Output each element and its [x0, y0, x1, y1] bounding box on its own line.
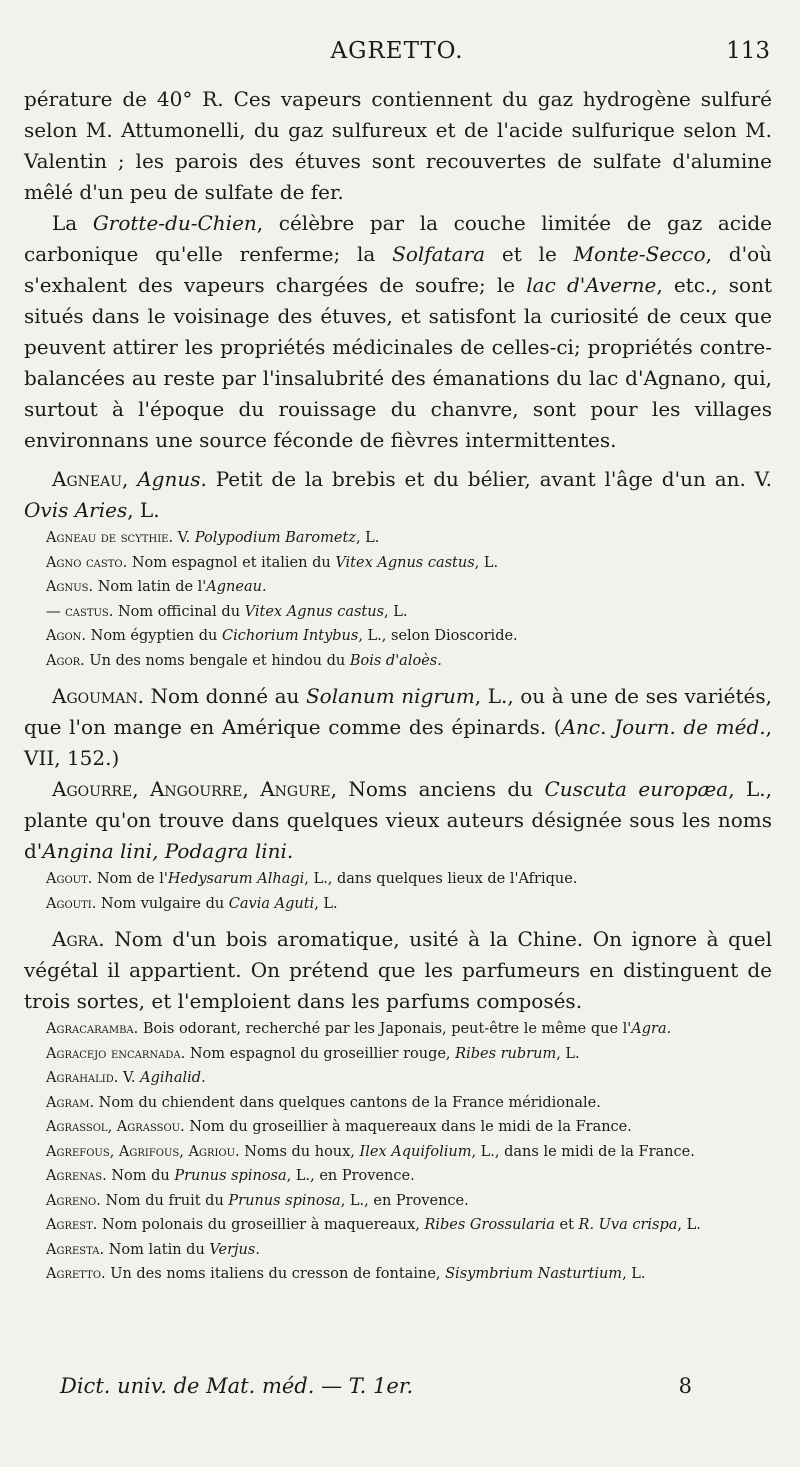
text: et le — [485, 242, 574, 266]
text: et — [554, 1217, 579, 1233]
latin-name: R. Uva crispa — [578, 1217, 678, 1233]
text: Petit de la brebis et du bélier, avant l'âge d'un an. V. — [206, 467, 772, 491]
entry-agrenas — [24, 1164, 772, 1189]
entry-headword: Agourre, Angourre, Angure, — [52, 777, 337, 801]
text: Nom égyptien du — [86, 628, 222, 644]
text: Un des noms italiens du cresson de fontaine, — [105, 1266, 446, 1282]
text: , L., selon Dioscoride. — [358, 628, 518, 644]
page-footer — [60, 1374, 740, 1414]
entry-agrassol — [24, 1115, 772, 1140]
entry-agresta — [24, 1238, 772, 1263]
latin-name: Agneau. — [206, 579, 267, 595]
text: Nom du chiendent dans quelques cantons de la France méridionale. — [94, 1094, 601, 1111]
entry-agor — [24, 649, 772, 674]
entry-headword: Agretto. — [46, 1266, 106, 1282]
entry-agon — [24, 624, 772, 649]
latin-name: Verjus. — [209, 1241, 260, 1258]
text: Nom du groseillier à maquereaux dans le midi de la France. — [184, 1119, 632, 1135]
entry-headword: Agor. — [46, 652, 85, 669]
text: , L., dans quelques lieux de l'Afrique. — [304, 871, 578, 887]
text: , célèbre par la couche limitée de gaz acide carbonique qu'elle renferme; la — [24, 211, 773, 266]
text: Nom latin de l' — [93, 579, 207, 595]
text: , L. — [127, 498, 160, 522]
entry-agrefous — [24, 1140, 772, 1165]
ditto-dash: — — [46, 603, 61, 620]
latin-name: Ribes Grossularia — [424, 1217, 555, 1233]
page-body — [24, 84, 772, 1287]
text: , VII, 152.) — [24, 715, 773, 770]
page-header — [24, 38, 770, 78]
latin-name: Cuscuta europæa — [544, 777, 729, 801]
entry-agouman — [24, 681, 772, 774]
entry-agracaramba — [24, 1017, 772, 1042]
text: , d'où s'exhalent des vapeurs chargées de soufre; le — [24, 242, 772, 297]
entry-agracejo-encarnada — [24, 1042, 772, 1067]
entry-headword: Agrefous, Agrifous, Agriou. — [46, 1143, 240, 1160]
entry-agrest — [24, 1213, 772, 1238]
entry-agneau-de-scythie — [24, 526, 772, 551]
entry-headword: Agrest. — [46, 1217, 98, 1233]
place-name: Monte-Secco — [573, 242, 706, 266]
entry-headword: Agout. — [46, 871, 93, 887]
entry-agnus — [24, 575, 772, 600]
entry-headword: Agouman. — [52, 684, 144, 708]
text: Un des noms bengale et hindou du — [84, 652, 350, 669]
text: V. — [118, 1070, 141, 1086]
text: , L. — [556, 1045, 580, 1062]
entry-agourre — [24, 774, 772, 867]
latin-name: Bois d'aloès. — [349, 652, 442, 669]
text: , L., dans le midi de la France. — [471, 1143, 695, 1160]
text: , L. — [474, 554, 499, 571]
text: , L. — [384, 603, 408, 620]
text: Nom polonais du groseillier à maquereaux, — [97, 1217, 425, 1233]
latin-name: Angina lini, Podagra lini. — [42, 839, 294, 863]
entry-castus — [24, 600, 772, 625]
text: , L., en Provence. — [286, 1168, 415, 1184]
entry-headword: Agresta. — [46, 1241, 105, 1258]
latin-name: Ilex Aquifolium — [359, 1143, 472, 1160]
place-name: Grotte-du-Chien — [92, 211, 257, 235]
text — [128, 467, 137, 491]
text: Noms anciens du — [337, 777, 545, 801]
entry-headword: Agneau, — [52, 467, 129, 491]
entry-headword: Agrahalid. — [46, 1070, 119, 1086]
text: , L. — [677, 1217, 701, 1233]
text: , L., en Provence. — [340, 1192, 469, 1209]
printer-signature: Dict. univ. de Mat. méd. — T. 1er. — [60, 1374, 414, 1398]
entry-agno-casto — [24, 551, 772, 576]
text: , etc., sont situés dans le voisinage des étuves, et satisfont la curiosité de ceux que peuvent attirer les propriétés médicinales de celles-ci; propriétés contre-balancées au reste par l'insalubrité des émanations du lac d'Agnano, qui, surtout à l'époque du rouissage du chanvre, sont pour les villages environnans une source féconde de fièvres intermittentes. — [24, 273, 772, 452]
text: Nom de l' — [92, 871, 168, 887]
text: V. — [173, 530, 195, 546]
entry-headword: Agra. — [52, 927, 105, 951]
entry-headword: Agracaramba. — [46, 1021, 139, 1037]
latin-name: Ovis Aries — [24, 498, 128, 522]
latin-name: Hedysarum Alhagi — [167, 871, 305, 887]
latin-name: Agra. — [631, 1021, 672, 1037]
text: Nom vulgaire du — [96, 895, 229, 912]
entry-headword: Agrenas. — [46, 1168, 107, 1184]
text: , L. — [622, 1266, 646, 1282]
text: Nom latin du — [104, 1241, 210, 1258]
text: Nom officinal du — [113, 603, 245, 620]
entry-agneau — [24, 464, 772, 526]
latin-name: Prunus spinosa — [228, 1192, 341, 1209]
text: , L., ou à une de ses variétés, que l'on mange en Amérique comme des épinards. ( — [24, 684, 773, 739]
citation: Anc. Journ. de méd. — [561, 715, 766, 739]
latin-name: Prunus spinosa — [174, 1168, 287, 1184]
text: Noms du houx, — [239, 1143, 360, 1160]
entry-headword: Agon. — [46, 628, 87, 644]
latin-name: Cavia Aguti — [228, 895, 315, 912]
latin-name: Vitex Agnus castus — [335, 554, 475, 571]
entry-headword: Agreno. — [46, 1192, 101, 1209]
latin-name: Vitex Agnus castus — [244, 603, 385, 620]
entry-agreno — [24, 1189, 772, 1214]
latin-name: Solanum nigrum — [305, 684, 475, 708]
entry-agout — [24, 867, 772, 892]
paragraph-grotte-du-chien — [24, 208, 772, 456]
latin-name: Sisymbrium Nasturtium — [445, 1266, 623, 1282]
page-number: 113 — [726, 38, 770, 64]
entry-agrahalid — [24, 1066, 772, 1091]
entry-agretto — [24, 1262, 772, 1287]
entry-headword: Agouti. — [46, 895, 97, 912]
text: Nom d'un bois aromatique, usité à la Chine. On ignore à quel végétal il appartient. On prétend que les parfumeurs en distinguent de trois sortes, et l'emploient dans les parfums composés. — [24, 927, 772, 1013]
signature-mark: 8 — [678, 1374, 692, 1398]
text: Nom espagnol du groseillier rouge, — [185, 1045, 456, 1062]
latin-name: Cichorium Intybus — [221, 628, 359, 644]
latin-name: Polypodium Barometz — [194, 530, 356, 546]
latin-name: Agihalid. — [140, 1070, 206, 1086]
paragraph-etuves: pérature de 40° R. Ces vapeurs contiennent du gaz hydrogène sulfuré selon M. Attumonelli, du gaz sulfureux et de l'acide sulfurique selon M. Valentin ; les parois des étuves sont recouvertes de sulfate d'alumine mêlé d'un peu de sulfate de fer. — [24, 87, 772, 204]
text: , L. — [314, 895, 338, 912]
entry-agouti — [24, 892, 772, 917]
text: Bois odorant, recherché par les Japonais, peut-être le même que l' — [138, 1021, 632, 1037]
entry-headword: castus. — [65, 603, 114, 620]
latin-name: Ribes rubrum — [455, 1045, 557, 1062]
text: , L., plante qu'on trouve dans quelques vieux auteurs désignée sous les noms d' — [24, 777, 772, 863]
text: , L. — [355, 530, 380, 546]
entry-headword: Agnus. — [46, 579, 94, 595]
running-title: AGRETTO. — [330, 38, 464, 64]
entry-headword: Agracejo encarnada. — [46, 1045, 186, 1062]
text: Nom du — [106, 1168, 175, 1184]
entry-headword: Agneau de scythie. — [46, 530, 174, 546]
text: Nom espagnol et italien du — [127, 554, 336, 571]
entry-headword: Agno casto. — [46, 554, 128, 571]
text: La — [52, 211, 93, 235]
latin-name: Agnus. — [137, 467, 207, 491]
place-name: Solfatara — [392, 242, 486, 266]
text: Nom du fruit du — [100, 1192, 229, 1209]
entry-headword: Agrassol, Agrassou. — [46, 1119, 185, 1135]
entry-agra — [24, 924, 772, 1017]
entry-agram — [24, 1091, 772, 1116]
entry-headword: Agram. — [46, 1094, 95, 1111]
text: Nom donné au — [143, 684, 306, 708]
place-name: lac d'Averne — [526, 273, 657, 297]
